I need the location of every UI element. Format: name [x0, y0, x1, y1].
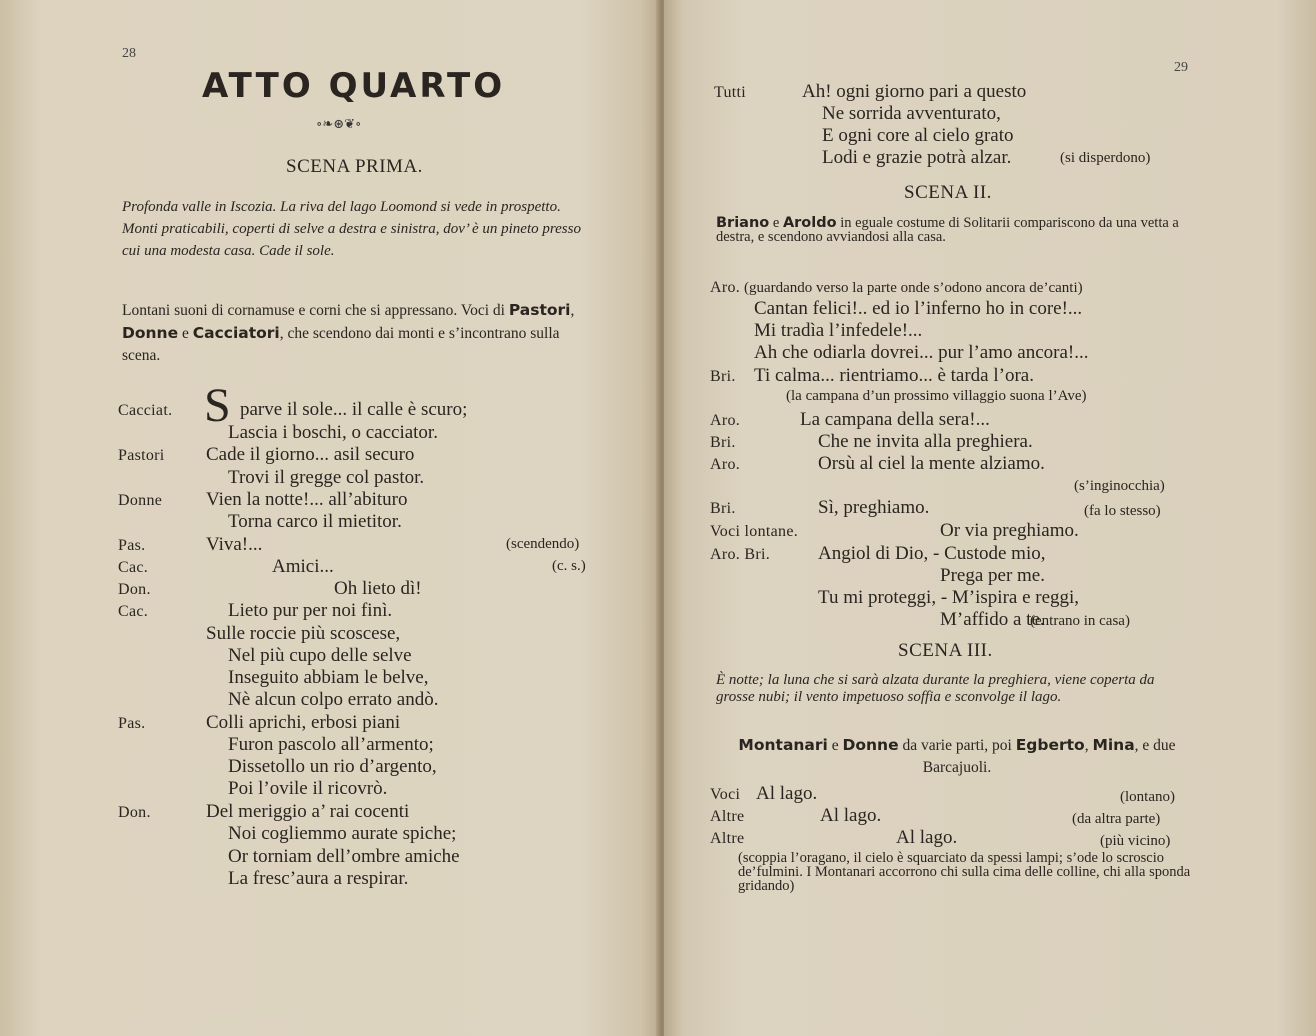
speaker: Bri.	[710, 500, 736, 517]
speaker: Cac.	[118, 559, 149, 576]
name-montanari: Montanari	[738, 736, 828, 754]
verse-line: Or via preghiamo.	[940, 520, 1079, 541]
name-mina: Mina	[1092, 736, 1135, 754]
desc-text: e	[769, 215, 783, 231]
ornament: ∘❧⊛❦∘	[316, 116, 362, 131]
verse-line: Orsù al ciel la mente alziamo.	[818, 453, 1045, 474]
speaker: Donne	[118, 492, 163, 509]
act-title: ATTO QUARTO	[202, 66, 506, 106]
stage-direction: (entrano in casa)	[1030, 613, 1130, 629]
speaker: Aro.	[710, 456, 741, 473]
speaker: Pas.	[118, 537, 146, 554]
verse-line: Furon pascolo all’armento;	[228, 734, 434, 755]
verse-line: Or torniam dell’ombre amiche	[228, 846, 460, 867]
name-briano: Briano	[716, 215, 770, 231]
verse-line: Al lago.	[756, 783, 818, 804]
verse-line: Oh lieto dì!	[334, 578, 422, 599]
stage-direction: (più vicino)	[1100, 833, 1171, 849]
verse-line: Poi l’ovile il ricovrò.	[228, 778, 388, 799]
verse-line: Dissetollo un rio d’argento,	[228, 756, 437, 777]
intro-separator: ,	[570, 302, 575, 319]
speaker: Voci	[710, 786, 741, 803]
speaker: Don.	[118, 804, 151, 821]
verse-line: La fresc’aura a respirar.	[228, 868, 409, 889]
verse-line: Trovi il gregge col pastor.	[228, 467, 425, 488]
desc-text: e	[827, 737, 843, 754]
intro-separator: e	[178, 325, 193, 342]
verse-line: Amici...	[272, 556, 334, 577]
final-stage-direction: (scoppia l’oragano, il cielo è squarciato da spessi lampi; s’ode lo scroscio de’fulmini. I Montanari accorrono chi sulla cima delle colline, chi alla sponda gridando)	[738, 850, 1191, 894]
verse-line: Cantan felici!.. ed io l’inferno ho in core!...	[754, 298, 1083, 319]
verse-line: Cade il giorno... asil securo	[206, 444, 415, 465]
verse-line: Nè alcun colpo errato andò.	[228, 689, 439, 710]
verse-line: parve il sole... il calle è scuro;	[240, 399, 468, 420]
speaker: Pastori	[118, 447, 165, 464]
name-egberto: Egberto	[1015, 736, 1085, 754]
speaker: Aro.	[710, 412, 741, 429]
name-pastori: Pastori	[508, 301, 571, 319]
verse-line: Che ne invita alla preghiera.	[818, 431, 1033, 452]
verse-line: Tu mi proteggi, - M’ispira e reggi,	[818, 587, 1080, 608]
speaker: Bri.	[710, 434, 736, 451]
verse-line: Lieto pur per noi finì.	[228, 600, 393, 621]
intro-text: , che scendono dai monti e s’incontrano sulla scena.	[122, 325, 560, 364]
scene-heading-prima: SCENA PRIMA.	[286, 156, 423, 177]
verse-line: Del meriggio a’ rai cocenti	[206, 801, 410, 822]
speaker: Don.	[118, 581, 151, 598]
verse-line: Al lago.	[896, 827, 958, 848]
name-cacciatori: Cacciatori	[192, 324, 280, 342]
page-number-left: 28	[122, 46, 136, 61]
speaker: Aro.	[710, 279, 741, 296]
verse-line: Viva!...	[206, 534, 263, 555]
stage-direction: (si disperdono)	[1060, 150, 1151, 166]
verse-line: Nel più cupo delle selve	[228, 645, 412, 666]
speaker: Aro. Bri.	[710, 546, 771, 563]
verse-line: Ah che odiarla dovrei... pur l’amo ancora!...	[754, 342, 1089, 363]
stage-direction: (scendendo)	[506, 536, 580, 552]
scene-intro	[122, 299, 600, 367]
name-donne: Donne	[842, 736, 899, 754]
verse-line: Torna carco il mietitor.	[228, 511, 402, 532]
verse-line: Ti calma... rientriamo... è tarda l’ora.	[754, 365, 1034, 386]
stage-direction: (c. s.)	[552, 558, 586, 574]
desc-text: in eguale costume di Solitarii compariscono da una vetta a destra, e scendono avviandosi alla casa.	[716, 215, 1179, 245]
scene-setting: Profonda valle in Iscozia. La riva del lago Loomond si vede in prospetto. Monti praticabili, coperti di selve a destra e sinistra, dov’ è un pineto presso cui una modesta casa. Cade il sole.	[122, 199, 581, 259]
verse-line: Al lago.	[820, 805, 882, 826]
speaker: Altre	[710, 808, 745, 825]
scene3-description	[722, 734, 1192, 779]
speaker: Cacciat.	[118, 402, 173, 419]
verse-line: Angiol di Dio, - Custode mio,	[818, 543, 1046, 564]
stage-direction: (lontano)	[1120, 789, 1175, 805]
desc-text: , e due Barcajuoli.	[922, 737, 1176, 776]
verse-line: Mi tradìa l’infedele!...	[754, 320, 923, 341]
desc-text: ,	[1084, 737, 1093, 754]
name-donne: Donne	[122, 324, 179, 342]
page-number-right: 29	[1174, 60, 1188, 75]
stage-direction: (guardando verso la parte onde s’odono ancora de’canti)	[744, 280, 1083, 296]
speaker: Tutti	[714, 84, 747, 101]
speaker: Altre	[710, 830, 745, 847]
verse-line: Inseguito abbiam le belve,	[228, 667, 429, 688]
scene2-description	[716, 216, 1194, 244]
verse-line: E ogni core al cielo grato	[822, 125, 1014, 146]
verse-line: Ne sorrida avventurato,	[822, 103, 1001, 124]
verse-line: Noi cogliemmo aurate spiche;	[228, 823, 457, 844]
verse-line: Sì, preghiamo.	[818, 497, 930, 518]
stage-direction: (da altra parte)	[1072, 811, 1161, 827]
stage-direction: (fa lo stesso)	[1084, 503, 1161, 519]
verse-line: M’affido a te.	[940, 609, 1045, 630]
desc-text: da varie parti, poi	[898, 737, 1016, 754]
verse-line: Lascia i boschi, o cacciator.	[228, 422, 438, 443]
verse-line: Lodi e grazie potrà alzar.	[822, 147, 1012, 168]
right-page	[664, 0, 1316, 1036]
name-aroldo: Aroldo	[782, 215, 837, 231]
verse-line: Colli aprichi, erbosi piani	[206, 712, 401, 733]
speaker: Cac.	[118, 603, 149, 620]
verse-line: Prega per me.	[940, 565, 1045, 586]
speaker: Pas.	[118, 715, 146, 732]
speaker: Bri.	[710, 368, 736, 385]
scene3-setting: È notte; la luna che si sarà alzata durante la preghiera, viene coperta da grosse nubi; il vento impetuoso soffia e sconvolge il lago.	[716, 672, 1155, 705]
verse-line: La campana della sera!...	[800, 409, 990, 430]
drop-cap: S	[204, 379, 231, 432]
stage-direction: (s’inginocchia)	[1074, 478, 1165, 494]
scene-heading-iii: SCENA III.	[898, 640, 993, 661]
intro-text: Lontani suoni di cornamuse e corni che si appressano. Voci di	[122, 302, 509, 319]
speaker: Voci lontane.	[710, 523, 799, 540]
verse-line: Ah! ogni giorno pari a questo	[802, 81, 1027, 102]
stage-direction: (la campana d’un prossimo villaggio suona l’Ave)	[786, 388, 1087, 404]
verse-line: Vien la notte!... all’abituro	[206, 489, 408, 510]
scene-heading-ii: SCENA II.	[904, 182, 992, 203]
verse-line: Sulle roccie più scoscese,	[206, 623, 401, 644]
